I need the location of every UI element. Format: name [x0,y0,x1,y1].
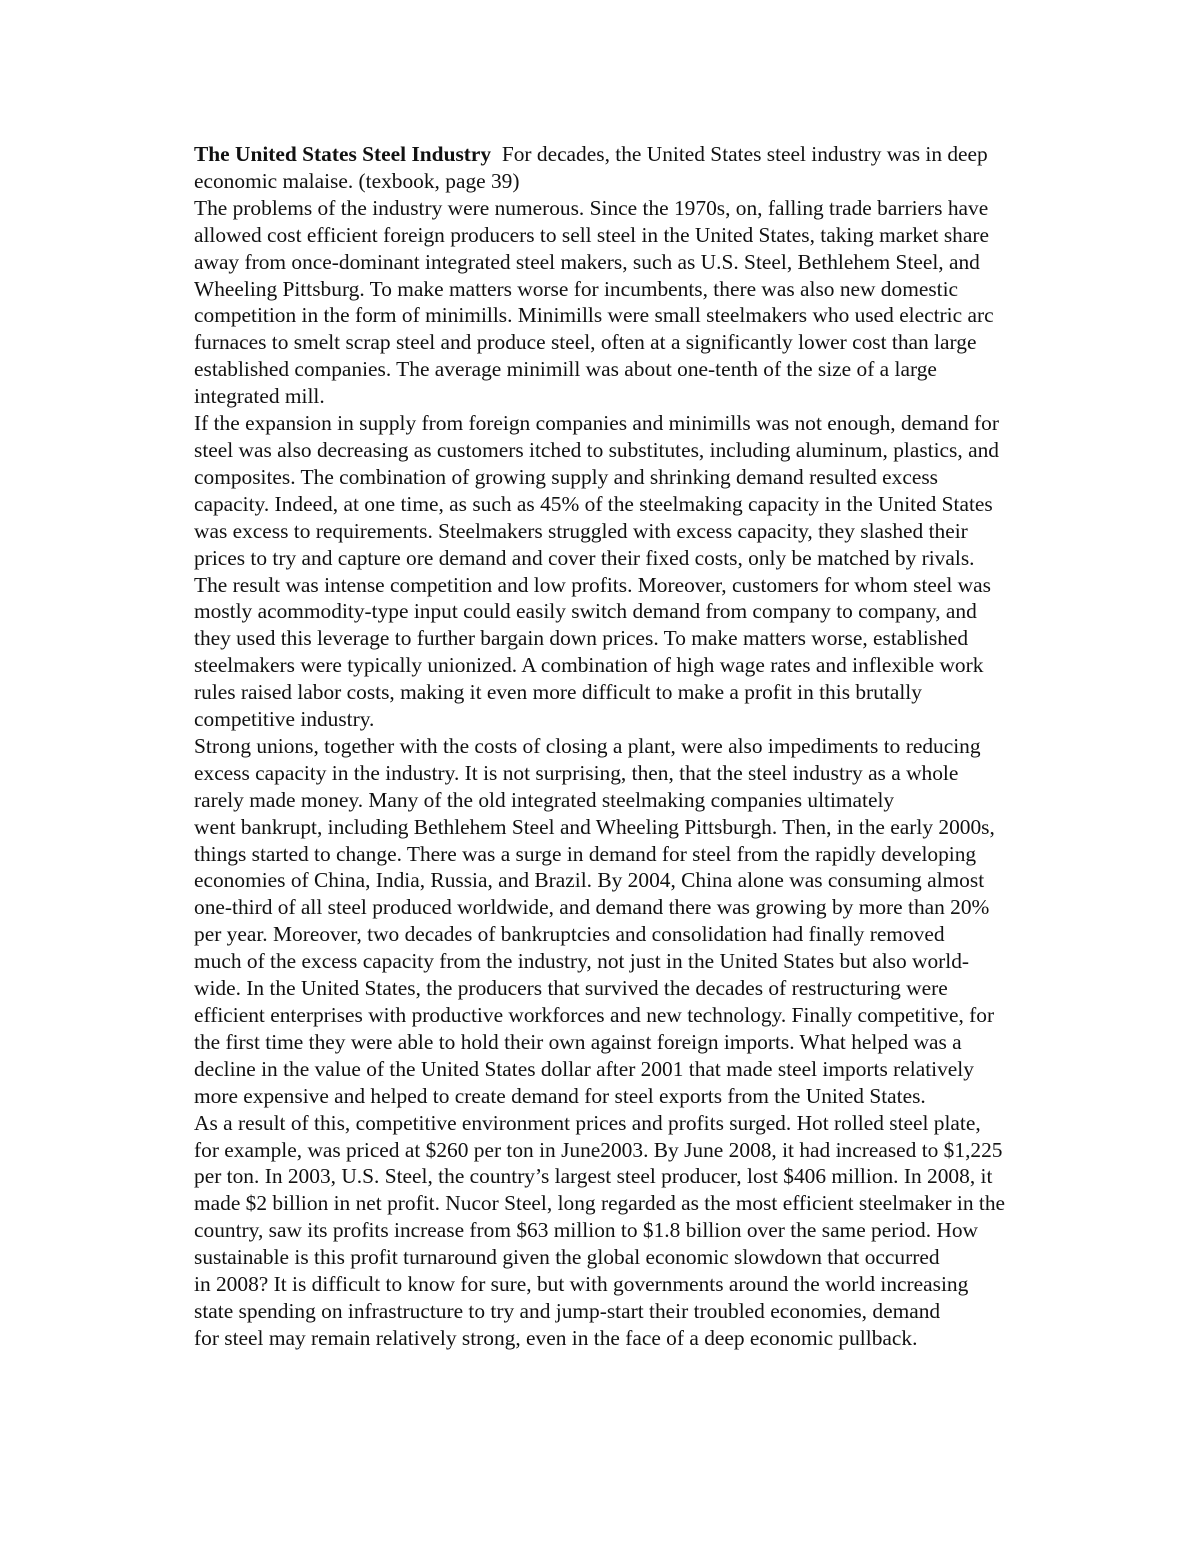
text-line: away from once-dominant integrated steel makers, such as U.S. Steel, Bethlehem Steel, and [194,249,980,274]
text-line: established companies. The average minimill was about one-tenth of the size of a large [194,357,937,382]
text-line: competition in the form of minimills. Minimills were small steelmakers who used electric arc [194,303,994,328]
text-line: country, saw its profits increase from $63 million to $1.8 billion over the same period. How [194,1218,978,1243]
text-line: per year. Moreover, two decades of bankruptcies and consolidation had finally removed [194,922,945,947]
text-line: steel was also decreasing as customers itched to substitutes, including aluminum, plastics, and [194,437,999,462]
text-line: in 2008? It is difficult to know for sure, but with governments around the world increasing [194,1272,969,1297]
text-line-0 [194,141,1094,168]
text-line: capacity. Indeed, at one time, as such as 45% of the steelmaking capacity in the United States [194,491,993,516]
text-line: sustainable is this profit turnaround given the global economic slowdown that occurred [194,1245,940,1270]
text-line: excess capacity in the industry. It is not surprising, then, that the steel industry as a whole [194,760,959,785]
text-line: things started to change. There was a surge in demand for steel from the rapidly developing [194,841,977,866]
text-line: mostly acommodity-type input could easily switch demand from company to company, and [194,599,977,624]
text-line: one-third of all steel produced worldwide, and demand there was growing by more than 20% [194,895,990,920]
text-line: competitive industry. [194,707,375,732]
text-line: more expensive and helped to create demand for steel exports from the United States. [194,1083,926,1108]
text-line: made $2 billion in net profit. Nucor Steel, long regarded as the most efficient steelmaker in the [194,1191,1006,1216]
text-line: was excess to requirements. Steelmakers struggled with excess capacity, they slashed their [194,518,968,543]
text-line-0-body: For decades, the United States steel industry was in deep [501,142,988,166]
text-line: If the expansion in supply from foreign companies and minimills was not enough, demand for [194,411,999,436]
text-line: rules raised labor costs, making it even more difficult to make a profit in this brutally [194,680,922,705]
text-line: As a result of this, competitive environment prices and profits surged. Hot rolled steel plate, [194,1110,981,1135]
text-line: efficient enterprises with productive workforces and new technology. Finally competitive, for [194,1003,995,1027]
text-line: integrated mill. [194,384,325,409]
text-line: for example, was priced at $260 per ton in June2003. By June 2008, it had increased to $1,225 [194,1137,1003,1162]
text-line: prices to try and capture ore demand and cover their fixed costs, only be matched by rivals. [194,545,975,570]
text-line: steelmakers were typically unionized. A combination of high wage rates and inflexible work [194,653,984,678]
text-line: allowed cost efficient foreign producers to sell steel in the United States, taking market share [194,222,989,247]
text-line: The result was intense competition and low profits. Moreover, customers for whom steel was [194,572,991,597]
text-line: Wheeling Pittsburg. To make matters worse for incumbents, there was also new domestic [194,276,959,301]
document-title: The United States Steel Industry [194,142,492,166]
text-line: the first time they were able to hold their own against foreign imports. What helped was a [194,1029,962,1054]
text-line: economies of China, India, Russia, and Brazil. By 2004, China alone was consuming almost [194,868,985,893]
text-line: decline in the value of the United States dollar after 2001 that made steel imports relatively [194,1056,974,1081]
text-line: composites. The combination of growing supply and shrinking demand resulted excess [194,464,938,489]
text-line: much of the excess capacity from the industry, not just in the United States but also world- [194,949,970,974]
text-line: rarely made money. Many of the old integrated steelmaking companies ultimately [194,787,895,812]
text-line: economic malaise. (texbook, page 39) [194,168,520,193]
text-line: went bankrupt, including Bethlehem Steel and Wheeling Pittsburgh. Then, in the early 2000s, [194,814,995,839]
text-line: Strong unions, together with the costs of closing a plant, were also impediments to reducing [194,733,981,758]
text-line: for steel may remain relatively strong, even in the face of a deep economic pullback. [194,1325,918,1350]
document-body [194,141,1094,1352]
text-line: wide. In the United States, the producers that survived the decades of restructuring were [194,976,948,1001]
text-line: The problems of the industry were numerous. Since the 1970s, on, falling trade barriers have [194,195,989,220]
text-line: furnaces to smelt scrap steel and produce steel, often at a significantly lower cost than large [194,330,977,355]
text-line: per ton. In 2003, U.S. Steel, the country’s largest steel producer, lost $406 million. In 2008, it [194,1164,993,1189]
text-line: state spending on infrastructure to try and jump-start their troubled economies, demand [194,1298,941,1323]
text-line: they used this leverage to further bargain down prices. To make matters worse, established [194,626,969,651]
